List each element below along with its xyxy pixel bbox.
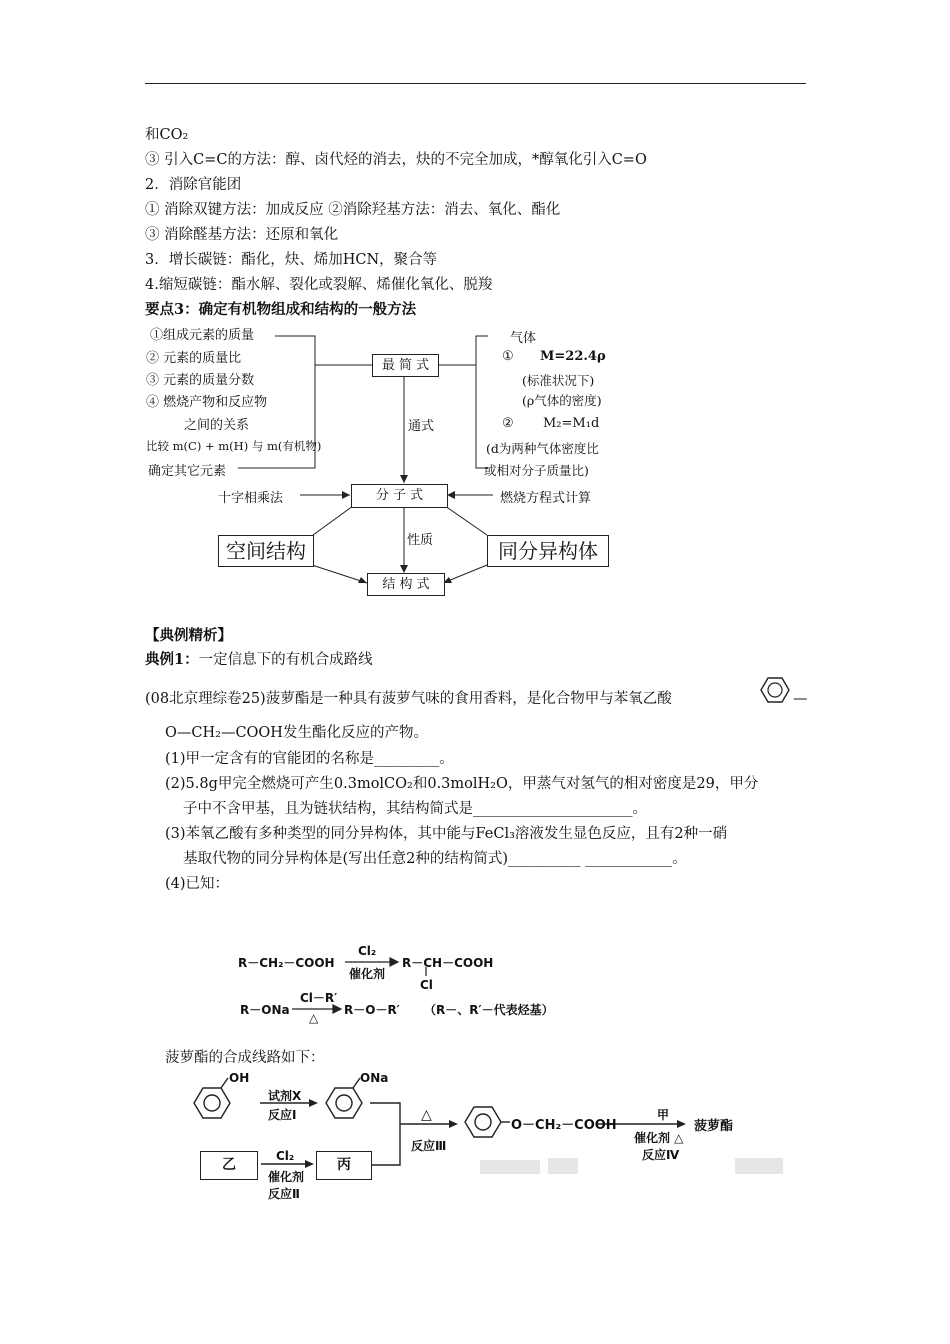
question-2-cont: 子中不含甲基，且为链状结构，其结构简式是______________________。: [183, 801, 647, 817]
question-1: (1)甲一定含有的官能团的名称是_________。: [165, 751, 454, 767]
route-intro: 菠萝酯的合成线路如下：: [165, 1050, 325, 1066]
diagram-right-item: (ρ气体的密度): [522, 393, 602, 408]
general-formula-label: 通式: [408, 419, 435, 434]
question-3-cont: 基取代物的同分异构体是(写出任意2种的结构简式)__________ ____________。: [183, 851, 687, 867]
reaction-1-reagent: Cl₂: [358, 944, 377, 958]
diagram-left-item: 确定其它元素: [148, 464, 227, 479]
phenoxyacetic-acid-label: O－CH₂－COOH: [511, 1118, 617, 1133]
reaction-2-reagent: Cl－R′: [300, 991, 338, 1005]
ona-label: ONa: [360, 1071, 389, 1085]
diagram-right-item: 气体: [510, 331, 537, 346]
reagent-x-label: 试剂X: [268, 1089, 302, 1103]
diagram-left-item: 比较 m(C) + m(H) 与 m(有机物): [146, 439, 322, 453]
text-line: ① 消除双键方法：加成反应 ②消除羟基方法：消去、氧化、酯化: [145, 202, 561, 218]
question-4: (4)已知：: [165, 876, 230, 892]
section-heading: 要点3：确定有机物组成和结构的一般方法: [145, 301, 417, 318]
question-3: (3)苯氧乙酸有多种类型的同分异构体，其中能与FeCl₃溶液发生显色反应，且有2种一硝: [165, 826, 728, 842]
pineapple-ester-label: 菠萝酯: [694, 1119, 734, 1134]
reaction-2-product: R－O－R′: [344, 1003, 400, 1017]
section-title: 【典例精析】: [145, 627, 232, 644]
diagram-left-item: ③ 元素的质量分数: [146, 373, 255, 388]
reaction-iii-label: 反应Ⅲ: [411, 1139, 447, 1153]
reaction-2-heat: △: [309, 1011, 319, 1025]
reaction-1-reactant: R－CH₂－COOH: [238, 956, 335, 970]
text-line: 2．消除官能团: [145, 177, 242, 193]
cl2-label: Cl₂: [276, 1149, 295, 1163]
diagram-right-item: (d为两种气体密度比: [486, 441, 599, 456]
combustion-equation-label: 燃烧方程式计算: [500, 491, 592, 506]
hydroxyl-label: OH: [229, 1071, 250, 1085]
diagram-right-item: M₂=M₁d: [543, 416, 600, 431]
compound-jia-label: 甲: [657, 1108, 670, 1122]
diagram-left-item: ①组成元素的质量: [150, 328, 255, 343]
question-intro: (08北京理综卷25)菠萝酯是一种具有菠萝气味的食用香料，是化合物甲与苯氧乙酸: [145, 691, 672, 707]
compound-yi-box: 乙: [200, 1151, 258, 1180]
diagram-left-item: 之间的关系: [184, 418, 250, 433]
reaction-2-note: （R－、R′－代表烃基）: [424, 1003, 554, 1017]
reaction-ii-label: 反应Ⅱ: [268, 1187, 300, 1201]
properties-label: 性质: [407, 533, 434, 548]
heat-label: △: [421, 1107, 432, 1123]
reaction-iv-label: 反应Ⅳ: [642, 1148, 680, 1162]
cross-multiplication-label: 十字相乘法: [218, 491, 284, 506]
reaction-1-substituent: Cl: [420, 978, 433, 992]
text-line: 3．增长碳链：酯化，炔、烯加HCN，聚合等: [145, 252, 438, 268]
empirical-formula-box: 最 简 式: [372, 354, 439, 377]
example-1-label: 典例1：: [145, 651, 199, 668]
diagram-right-item: ①: [502, 349, 514, 364]
reaction-1-catalyst: 催化剂: [349, 967, 386, 981]
diagram-right-item: ②: [502, 416, 514, 431]
reaction-i-label: 反应Ⅰ: [268, 1108, 297, 1122]
example-1-topic: 一定信息下的有机合成路线: [198, 652, 373, 668]
structural-formula-box: 结 构 式: [367, 573, 445, 596]
compound-bing-box: 丙: [316, 1151, 372, 1180]
diagram-left-item: ④ 燃烧产物和反应物: [146, 395, 268, 410]
text-line: 4.缩短碳链：酯水解、裂化或裂解、烯催化氧化、脱羧: [145, 277, 493, 293]
intro-dash: —: [793, 691, 808, 707]
catalyst-heat-label: 催化剂 △: [634, 1131, 684, 1145]
text-line: ③ 消除醛基方法：还原和氧化: [145, 227, 339, 243]
text-line: ③ 引入C=C的方法：醇、卤代烃的消去，炔的不完全加成，*醇氧化引入C=O: [145, 152, 647, 168]
diagram-right-item: 或相对分子质量比): [484, 463, 589, 478]
diagram-right-item: (标准状况下): [522, 373, 595, 388]
question-intro-2: O—CH₂—COOH发生酯化反应的产物。: [165, 725, 428, 741]
diagram-left-item: ② 元素的质量比: [146, 351, 242, 366]
diagram-right-item: M=22.4ρ: [540, 349, 606, 364]
question-2: (2)5.8g甲完全燃烧可产生0.3molCO₂和0.3molH₂O，甲蒸气对氢气的相对密度是29，甲分: [165, 776, 759, 792]
spatial-structure-box: 空间结构: [218, 535, 314, 567]
molecular-formula-box: 分 子 式: [351, 484, 448, 508]
reaction-1-product: R－CH－COOH: [402, 956, 494, 970]
isomers-box: 同分异构体: [487, 535, 609, 567]
reaction-2-reactant: R－ONa: [240, 1003, 290, 1017]
catalyst-label: 催化剂: [268, 1170, 305, 1184]
text-line: 和CO₂: [145, 127, 189, 143]
